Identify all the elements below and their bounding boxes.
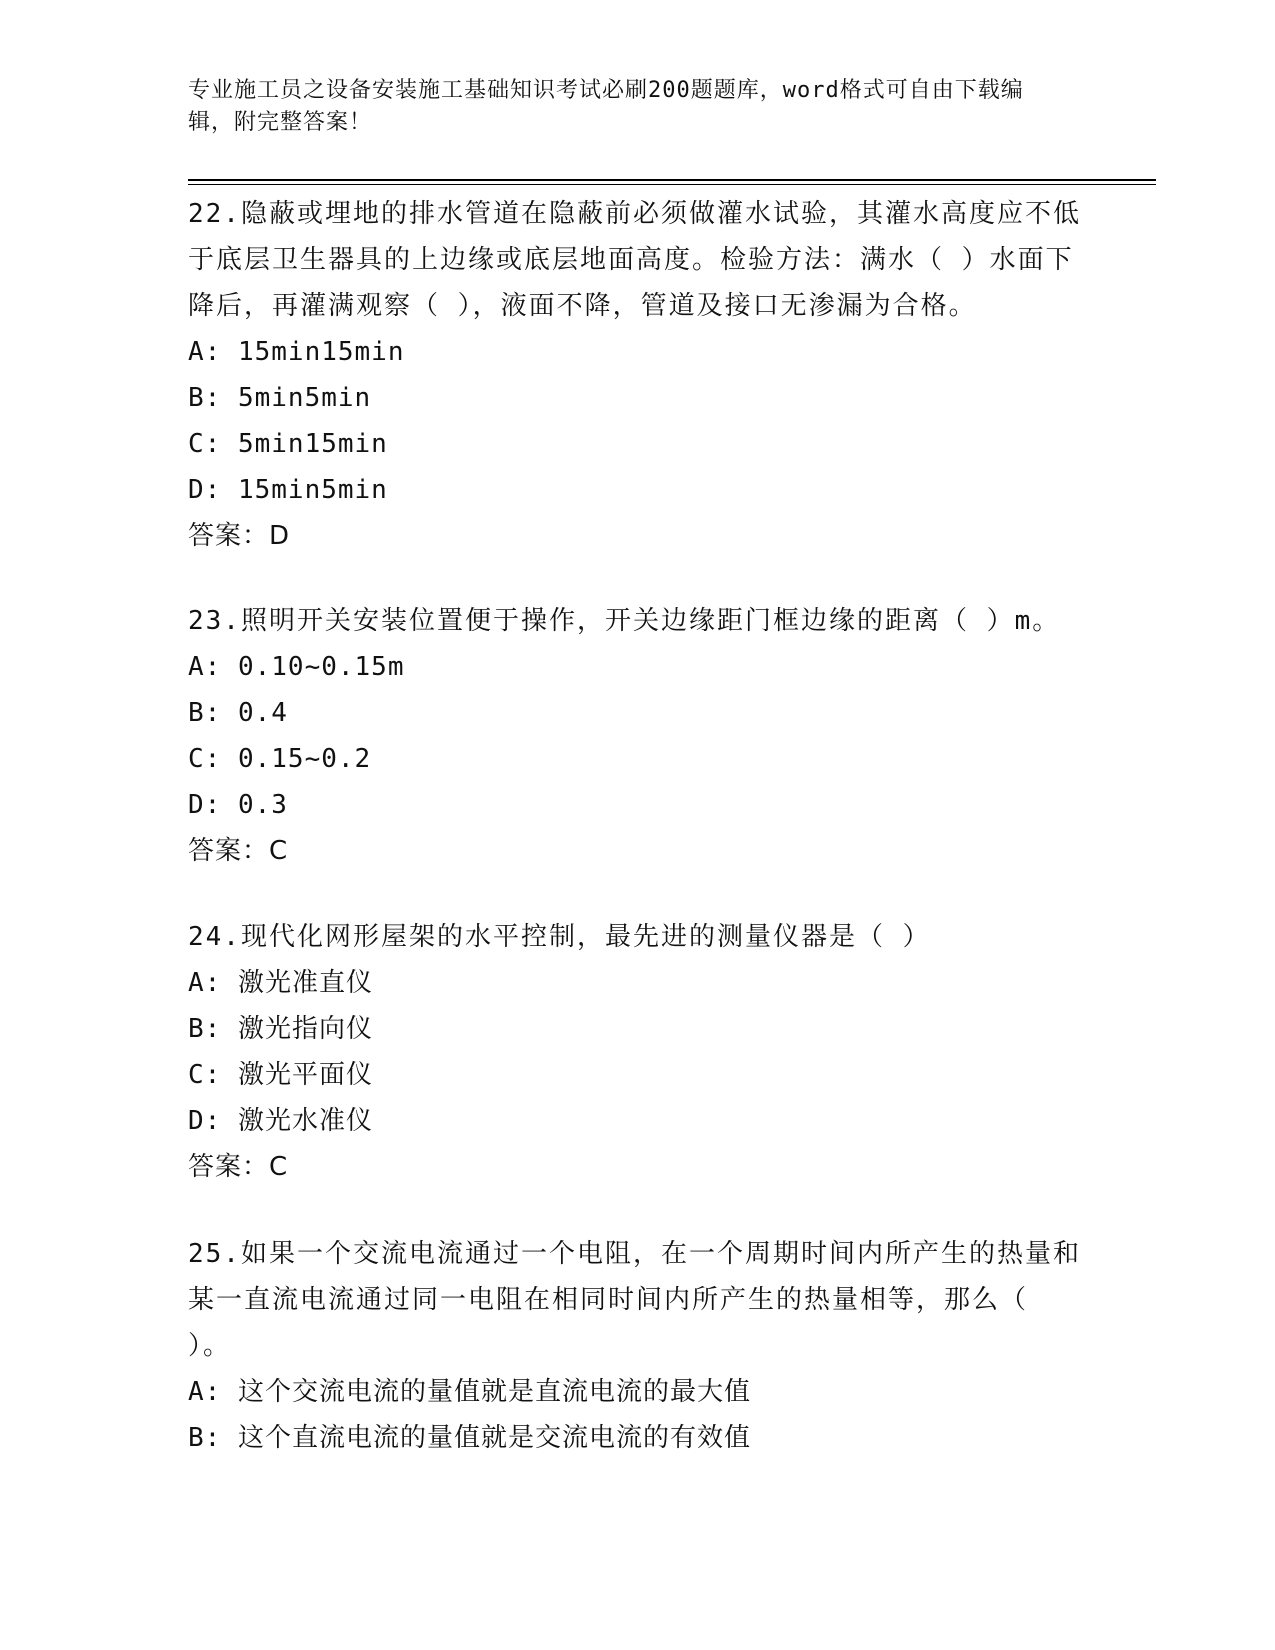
question-24 [188, 914, 1088, 1190]
document-title: 专业施工员之设备安装施工基础知识考试必刷200题题库，word格式可自由下载编辑，附完整答案！ [188, 78, 1024, 135]
question-stem: 24.现代化网形屋架的水平控制，最先进的测量仪器是（ ） [188, 922, 931, 952]
question-23 [188, 598, 1088, 874]
question-25 [188, 1231, 1088, 1461]
option-d: D: 激光水准仪 [188, 1106, 373, 1136]
document-header [188, 75, 1068, 139]
option-b: B: 激光指向仪 [188, 1014, 373, 1044]
option-c: C: 激光平面仪 [188, 1060, 373, 1090]
option-a: A: 15min15min [188, 337, 405, 367]
answer-label: 答案：C [188, 1152, 289, 1182]
option-a: A: 0.10~0.15m [188, 652, 405, 682]
option-a: A: 激光准直仪 [188, 968, 373, 998]
answer-label: 答案：D [188, 521, 291, 551]
question-22 [188, 191, 1088, 559]
option-b: B: 0.4 [188, 698, 288, 728]
question-stem: 25.如果一个交流电流通过一个电阻，在一个周期时间内所产生的热量和某一直流电流通过同一电阻在相同时间内所产生的热量相等，那么（ ）。 [188, 1239, 1081, 1361]
option-d: D: 0.3 [188, 790, 288, 820]
option-c: C: 0.15~0.2 [188, 744, 372, 774]
question-stem: 22.隐蔽或埋地的排水管道在隐蔽前必须做灌水试验，其灌水高度应不低于底层卫生器具的上边缘或底层地面高度。检验方法：满水（ ）水面下降后，再灌满观察（ ），液面不降，管道及接口无渗漏为合格。 [188, 199, 1081, 321]
option-d: D: 15min5min [188, 475, 388, 505]
header-divider [188, 179, 1156, 181]
option-a: A: 这个交流电流的量值就是直流电流的最大值 [188, 1377, 751, 1407]
option-c: C: 5min15min [188, 429, 388, 459]
header-divider-thin [188, 184, 1156, 185]
answer-label: 答案：C [188, 836, 289, 866]
question-stem: 23.照明开关安装位置便于操作，开关边缘距门框边缘的距离（ ）m。 [188, 606, 1061, 636]
option-b: B: 这个直流电流的量值就是交流电流的有效值 [188, 1423, 751, 1453]
option-b: B: 5min5min [188, 383, 372, 413]
